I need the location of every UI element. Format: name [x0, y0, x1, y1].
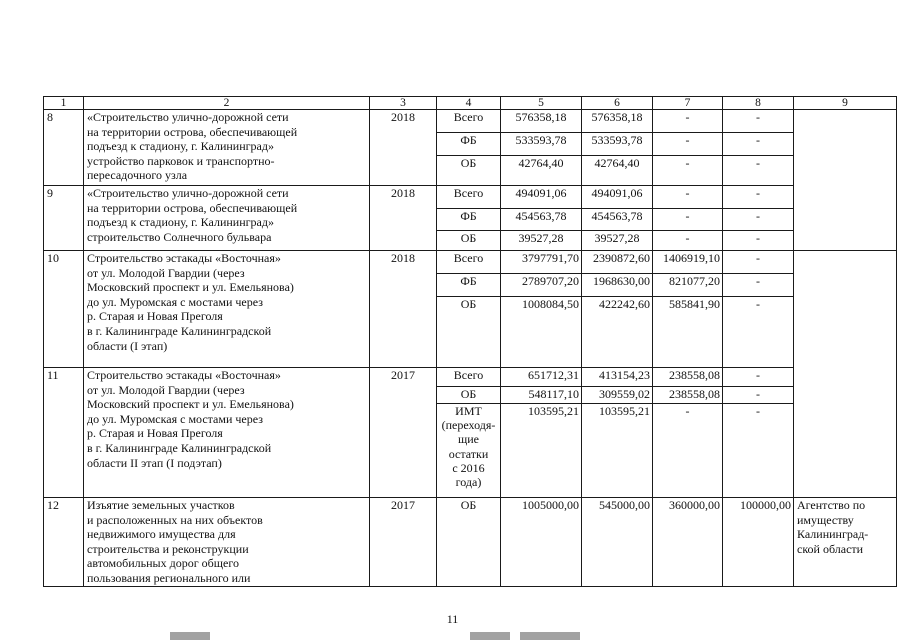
amount-year-2: - [653, 209, 723, 231]
name-line: Изъятие земельных участков [87, 498, 235, 512]
amount-year-1: 39527,28 [582, 231, 653, 251]
column-number: 1 [44, 97, 84, 110]
project-name [84, 251, 370, 368]
table-row [44, 251, 897, 274]
amount-year-2: - [653, 133, 723, 156]
amount-year-3: - [723, 186, 794, 209]
amount-year-2: - [653, 110, 723, 133]
funding-source: Всего [437, 110, 501, 133]
column-number: 5 [501, 97, 582, 110]
name-line: и расположенных на них объектов [87, 512, 263, 527]
name-line: в г. Калининграде Калининградской [87, 323, 272, 338]
amount-year-2: 238558,08 [653, 368, 723, 387]
name-line: «Строительство улично-дорожной сети [87, 110, 289, 124]
executor-line: Агентство по [797, 498, 866, 512]
scan-artifact [470, 632, 510, 640]
funding-source: Всего [437, 251, 501, 274]
name-line: устройство парковок и транспортно- [87, 153, 275, 168]
year: 2018 [370, 251, 437, 368]
name-line: области (I этап) [87, 338, 168, 353]
column-number: 9 [794, 97, 897, 110]
name-line: «Строительство улично-дорожной сети [87, 186, 289, 200]
name-line: от ул. Молодой Гвардии (через [87, 265, 245, 280]
amount-total: 576358,18 [501, 110, 582, 133]
column-number: 3 [370, 97, 437, 110]
amount-total: 454563,78 [501, 209, 582, 231]
row-number: 11 [44, 368, 84, 498]
name-line: подъезд к стадиону, г. Калининград» [87, 139, 274, 154]
amount-year-2: 238558,08 [653, 387, 723, 404]
executor-line: имуществу [797, 512, 854, 527]
amount-year-2: 585841,90 [653, 297, 723, 368]
column-number: 4 [437, 97, 501, 110]
executor-line: ской области [797, 541, 864, 556]
amount-year-1: 422242,60 [582, 297, 653, 368]
amount-year-2: - [653, 404, 723, 498]
name-line: Московский проспект и ул. Емельянова) [87, 397, 294, 412]
amount-total: 494091,06 [501, 186, 582, 209]
page-number: 11 [446, 612, 459, 626]
column-number: 2 [84, 97, 370, 110]
amount-total: 103595,21 [501, 404, 582, 498]
funding-source: ОБ [437, 231, 501, 251]
name-line: до ул. Муромская с мостами через [87, 294, 263, 309]
name-line: до ул. Муромская с мостами через [87, 411, 263, 426]
amount-year-1: 1968630,00 [582, 274, 653, 297]
amount-total: 39527,28 [501, 231, 582, 251]
amount-total: 1005000,00 [501, 498, 582, 587]
amount-total: 42764,40 [501, 156, 582, 186]
project-name [84, 110, 370, 186]
budget-table [43, 96, 897, 587]
amount-year-1: 454563,78 [582, 209, 653, 231]
amount-year-1: 576358,18 [582, 110, 653, 133]
amount-total: 3797791,70 [501, 251, 582, 274]
amount-year-3: - [723, 404, 794, 498]
executor [794, 498, 897, 587]
name-line: пользования регионального или [87, 570, 251, 585]
funding-source: Всего [437, 186, 501, 209]
name-line: подъезд к стадиону, г. Калининград» [87, 215, 274, 230]
funding-source: ОБ [437, 297, 501, 368]
name-line: пересадочного узла [87, 168, 188, 183]
project-name [84, 498, 370, 587]
source-line: ИМТ [455, 404, 482, 418]
name-line: на территории острова, обеспечивающей [87, 200, 298, 215]
amount-year-3: - [723, 110, 794, 133]
amount-year-1: 533593,78 [582, 133, 653, 156]
funding-source [437, 404, 501, 498]
row-number: 12 [44, 498, 84, 587]
amount-year-1: 2390872,60 [582, 251, 653, 274]
table-row [44, 498, 897, 587]
name-line: строительства и реконструкции [87, 541, 249, 556]
name-line: р. Старая и Новая Преголя [87, 309, 223, 324]
project-name [84, 186, 370, 251]
amount-year-2: - [653, 231, 723, 251]
amount-year-3: - [723, 368, 794, 387]
source-line: с 2016 [452, 460, 485, 475]
table-row [44, 110, 897, 133]
amount-year-3: - [723, 387, 794, 404]
funding-source: ФБ [437, 209, 501, 231]
funding-source: ФБ [437, 133, 501, 156]
year: 2017 [370, 368, 437, 498]
name-line: области II этап (I подэтап) [87, 455, 222, 470]
source-line: остатки [448, 446, 489, 461]
amount-total: 533593,78 [501, 133, 582, 156]
name-line: р. Старая и Новая Преголя [87, 426, 223, 441]
amount-year-3: - [723, 156, 794, 186]
column-number-row [44, 97, 897, 110]
row-number: 8 [44, 110, 84, 186]
amount-year-3: - [723, 274, 794, 297]
amount-year-2: 821077,20 [653, 274, 723, 297]
year: 2018 [370, 186, 437, 251]
amount-year-3: 100000,00 [723, 498, 794, 587]
name-line: в г. Калининграде Калининградской [87, 440, 272, 455]
amount-total: 1008084,50 [501, 297, 582, 368]
scan-artifact [520, 632, 580, 640]
funding-source: Всего [437, 368, 501, 387]
amount-year-1: 103595,21 [582, 404, 653, 498]
scan-artifact [170, 632, 210, 640]
amount-year-1: 545000,00 [582, 498, 653, 587]
amount-total: 651712,31 [501, 368, 582, 387]
source-line: щие [458, 432, 479, 447]
project-name [84, 368, 370, 498]
name-line: Строительство эстакады «Восточная» [87, 368, 281, 382]
amount-year-1: 309559,02 [582, 387, 653, 404]
executor-line: Калининград- [797, 527, 869, 542]
amount-year-2: - [653, 186, 723, 209]
row-number: 9 [44, 186, 84, 251]
column-number: 7 [653, 97, 723, 110]
column-number: 6 [582, 97, 653, 110]
amount-year-2: 360000,00 [653, 498, 723, 587]
amount-year-3: - [723, 251, 794, 274]
name-line: Строительство эстакады «Восточная» [87, 251, 281, 265]
executor [794, 110, 897, 251]
source-line: (переходя- [441, 418, 496, 433]
name-line: недвижимого имущества для [87, 527, 236, 542]
amount-year-1: 42764,40 [582, 156, 653, 186]
amount-year-1: 494091,06 [582, 186, 653, 209]
funding-source: ОБ [437, 498, 501, 587]
name-line: от ул. Молодой Гвардии (через [87, 382, 245, 397]
column-number: 8 [723, 97, 794, 110]
amount-total: 2789707,20 [501, 274, 582, 297]
year: 2018 [370, 110, 437, 186]
amount-year-2: - [653, 156, 723, 186]
amount-year-2: 1406919,10 [653, 251, 723, 274]
funding-source: ФБ [437, 274, 501, 297]
table-row [44, 368, 897, 387]
funding-source: ОБ [437, 387, 501, 404]
amount-total: 548117,10 [501, 387, 582, 404]
year: 2017 [370, 498, 437, 587]
executor [794, 251, 897, 498]
table-row [44, 186, 897, 209]
name-line: строительство Солнечного бульвара [87, 229, 272, 244]
source-line: года) [455, 475, 482, 490]
name-line: на территории острова, обеспечивающей [87, 124, 298, 139]
funding-source: ОБ [437, 156, 501, 186]
name-line: автомобильных дорог общего [87, 556, 239, 571]
amount-year-1: 413154,23 [582, 368, 653, 387]
amount-year-3: - [723, 209, 794, 231]
name-line: Московский проспект и ул. Емельянова) [87, 280, 294, 295]
row-number: 10 [44, 251, 84, 368]
amount-year-3: - [723, 231, 794, 251]
amount-year-3: - [723, 297, 794, 368]
amount-year-3: - [723, 133, 794, 156]
